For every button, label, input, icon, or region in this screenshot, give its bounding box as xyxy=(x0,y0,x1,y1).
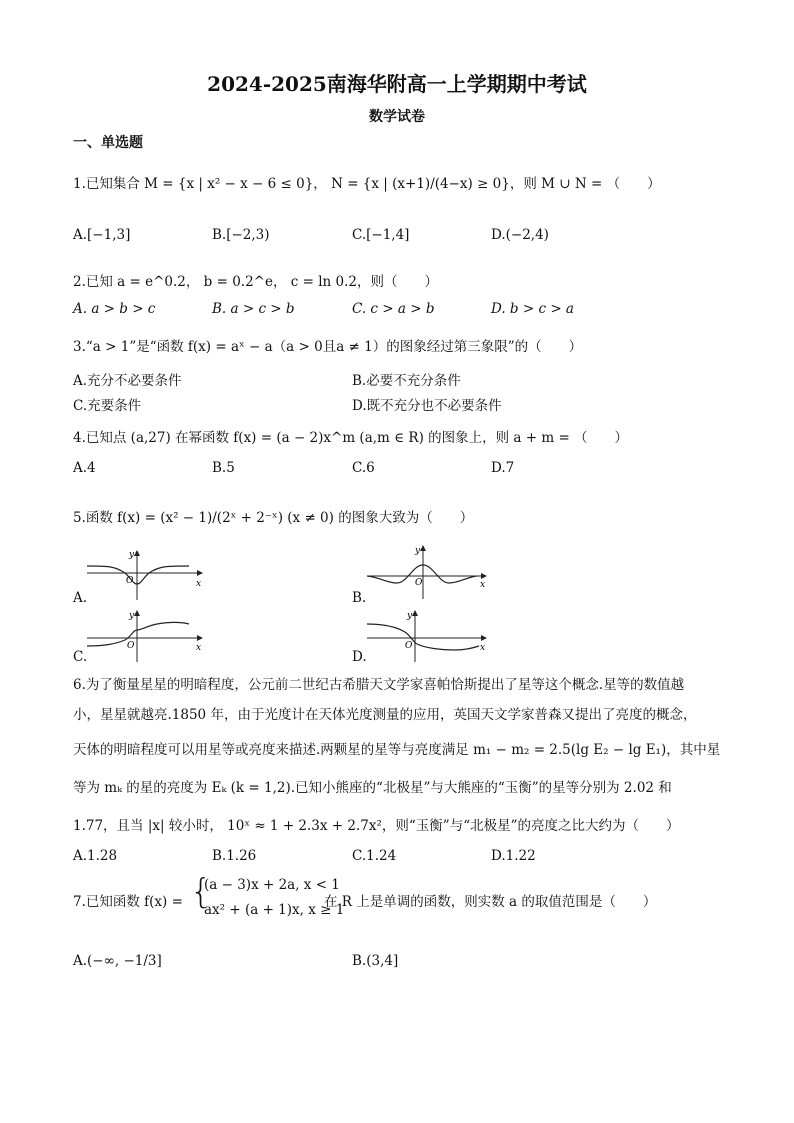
q2-option-c: C. c > a > b xyxy=(352,301,435,317)
q7-option-b: B.(3,4] xyxy=(352,953,399,969)
q5-graph-b xyxy=(365,543,490,601)
question-5-stem: 5.函数 f(x) = (x² − 1)/(2ˣ + 2⁻ˣ) (x ≠ 0) 的图象大致为（ ） xyxy=(73,510,474,526)
q5-b-y-label: y xyxy=(415,546,421,556)
q7-option-a: A.(−∞, −1/3] xyxy=(73,953,162,969)
q3-option-a: A.充分不必要条件 xyxy=(73,373,182,389)
q5-option-d: D. xyxy=(352,649,367,665)
q7-case-1: (a − 3)x + 2a, x < 1 xyxy=(204,877,340,893)
q5-b-origin-label: O xyxy=(415,578,423,588)
q5-option-c: C. xyxy=(73,649,88,665)
q6-option-a: A.1.28 xyxy=(73,848,118,864)
q3-option-d: D.既不充分也不必要条件 xyxy=(352,398,502,414)
question-6-line-2: 小，星星就越亮.1850 年，由于光度计在天体光度测量的应用，英国天文学家普森又提出了亮度的概念， xyxy=(73,707,697,723)
q1-option-b: B.[−2,3) xyxy=(212,227,270,243)
q4-option-c: C.6 xyxy=(352,460,375,476)
page-subtitle: 数学试卷 xyxy=(369,109,425,125)
q5-option-a: A. xyxy=(73,590,88,606)
q5-a-x-label: x xyxy=(196,579,202,589)
q5-a-y-label: y xyxy=(129,550,135,560)
q5-graph-c xyxy=(85,608,205,664)
q1-option-c: C.[−1,4] xyxy=(352,227,410,243)
q4-option-a: A.4 xyxy=(73,460,96,476)
q1-option-a: A.[−1,3] xyxy=(73,227,131,243)
question-1-stem: 1.已知集合 M = {x | x² − x − 6 ≤ 0}， N = {x | (x+1)/(4−x) ≥ 0}，则 M ∪ N = （ ） xyxy=(73,176,661,192)
q5-c-x-label: x xyxy=(196,643,202,653)
q1-option-d: D.(−2,4) xyxy=(491,227,549,243)
q5-b-x-label: x xyxy=(480,580,486,590)
q4-option-b: B.5 xyxy=(212,460,235,476)
q3-option-b: B.必要不充分条件 xyxy=(352,373,461,389)
question-3-stem: 3.“a > 1”是“函数 f(x) = aˣ − a（a > 0且a ≠ 1）的图象经过第三象限”的（ ） xyxy=(73,339,583,355)
q5-c-y-label: y xyxy=(129,611,135,621)
q5-d-y-label: y xyxy=(407,611,413,621)
question-6-line-5: 1.77，且当 |x| 较小时， 10ˣ ≈ 1 + 2.3x + 2.7x²，则“玉衡”与“北极星”的亮度之比大约为（ ） xyxy=(73,818,680,834)
section-heading: 一、单选题 xyxy=(73,135,143,151)
q5-d-origin-label: O xyxy=(405,641,413,651)
question-2-stem: 2.已知 a = e^0.2， b = 0.2^e， c = ln 0.2，则（ ） xyxy=(73,274,439,290)
q7-case-2: ax² + (a + 1)x, x ≥ 1 xyxy=(204,902,345,918)
q2-option-b: B. a > c > b xyxy=(212,301,295,317)
q7-brace: { xyxy=(190,872,212,912)
q3-option-c: C.充要条件 xyxy=(73,398,142,414)
q6-option-d: D.1.22 xyxy=(491,848,536,864)
question-6-line-3: 天体的明暗程度可以用星等或亮度来描述.两颗星的星等与亮度满足 m₁ − m₂ = 2.5(lg E₂ − lg E₁)，其中星 xyxy=(73,742,721,758)
q5-graph-d xyxy=(365,608,490,664)
q2-option-a: A. a > b > c xyxy=(73,301,156,317)
question-7-stem-prefix: 7.已知函数 f(x) = xyxy=(73,894,183,910)
question-6-line-4: 等为 mₖ 的星的亮度为 Eₖ (k = 1,2).已知小熊座的“北极星”与大熊座的“玉衡”的星等分别为 2.02 和 xyxy=(73,780,672,796)
q2-option-d: D. b > c > a xyxy=(491,301,574,317)
question-4-stem: 4.已知点 (a,27) 在幂函数 f(x) = (a − 2)x^m (a,m ∈ R) 的图象上，则 a + m = （ ） xyxy=(73,430,629,446)
q5-option-b: B. xyxy=(352,590,367,606)
question-7-stem-suffix: 在 R 上是单调的函数，则实数 a 的取值范围是（ ） xyxy=(324,894,657,910)
q4-option-d: D.7 xyxy=(491,460,515,476)
q6-option-b: B.1.26 xyxy=(212,848,257,864)
q5-graph-a xyxy=(85,548,205,604)
page-title: 2024-2025南海华附高一上学期期中考试 xyxy=(207,72,587,96)
q5-d-x-label: x xyxy=(480,643,486,653)
q6-option-c: C.1.24 xyxy=(352,848,397,864)
question-6-line-1: 6.为了衡量星星的明暗程度，公元前二世纪古希腊天文学家喜帕恰斯提出了星等这个概念.星等的数值越 xyxy=(73,677,685,693)
q5-c-origin-label: O xyxy=(127,641,135,651)
q5-a-origin-label: O xyxy=(126,576,134,586)
